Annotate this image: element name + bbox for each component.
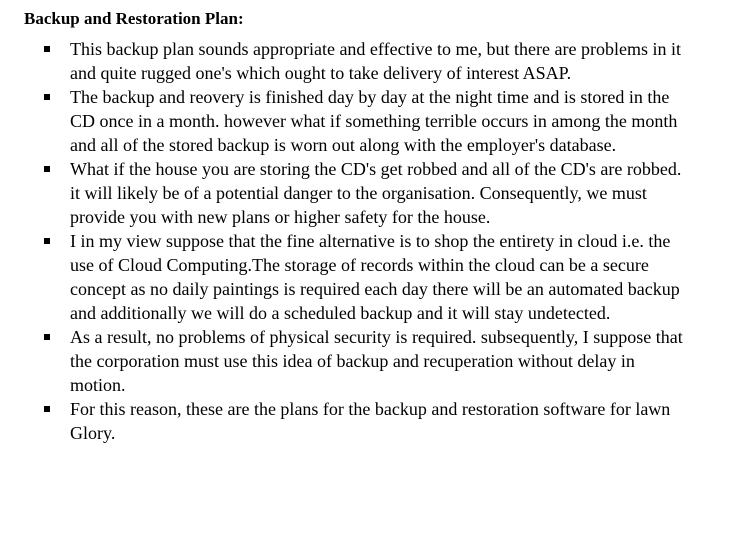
square-bullet-icon: [44, 94, 50, 100]
square-bullet-icon: [44, 166, 50, 172]
bullet-text: As a result, no problems of physical security is required. subsequently, I suppose that the corporation must use this idea of backup and recuperation without delay in motion.: [70, 327, 683, 395]
bullet-text: This backup plan sounds appropriate and effective to me, but there are problems in it and quite rugged one's which ought to take delivery of interest ASAP.: [70, 39, 681, 83]
square-bullet-icon: [44, 238, 50, 244]
bullet-list: [24, 37, 714, 445]
document-body: [24, 7, 714, 445]
bullet-item: [24, 37, 714, 85]
bullet-text: For this reason, these are the plans for the backup and restoration software for lawn Glory.: [70, 399, 671, 443]
bullet-text: I in my view suppose that the fine alternative is to shop the entirety in cloud i.e. the use of Cloud Computing.The storage of records within the cloud can be a secure concept as no daily paintings is required each day there will be an automated backup and additionally we will do a scheduled backup and it will stay undetected.: [70, 231, 680, 323]
square-bullet-icon: [44, 46, 50, 52]
bullet-item: [24, 85, 714, 157]
bullet-text: The backup and reovery is finished day by day at the night time and is stored in the CD once in a month. however what if something terrible occurs in among the month and all of the stored backup is worn out along with the employer's database.: [70, 87, 678, 155]
document-heading: Backup and Restoration Plan:: [24, 9, 244, 28]
bullet-text: What if the house you are storing the CD's get robbed and all of the CD's are robbed. it will likely be of a potential danger to the organisation. Consequently, we must provide you with new plans or higher safety for the house.: [70, 159, 682, 227]
square-bullet-icon: [44, 406, 50, 412]
bullet-item: [24, 157, 714, 229]
bullet-item: [24, 229, 714, 325]
bullet-item: [24, 397, 714, 445]
square-bullet-icon: [44, 334, 50, 340]
bullet-item: [24, 325, 714, 397]
